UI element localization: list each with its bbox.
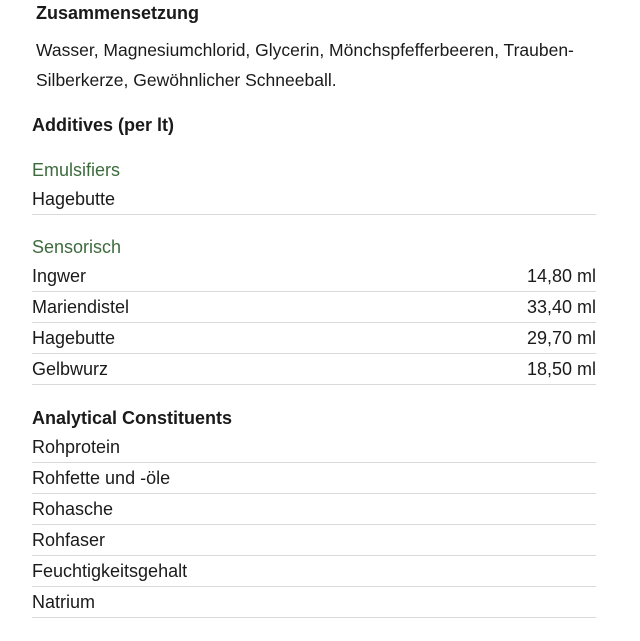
row-value: 33,40 ml [526, 297, 596, 317]
row-name: Rohfaser [32, 530, 106, 550]
analytical-title: Analytical Constituents [32, 408, 233, 428]
row-name: Rohasche [32, 499, 114, 519]
table-row [32, 463, 596, 494]
table-row [32, 432, 596, 463]
row-name: Ingwer [32, 266, 87, 286]
row-value: 29,70 ml [526, 328, 596, 348]
group-sensorisch-title: Sensorisch [32, 237, 122, 257]
row-name: Gelbwurz [32, 359, 109, 379]
table-row [32, 587, 596, 618]
row-value: 14,80 ml [526, 266, 596, 286]
additives-title: Additives (per lt) [32, 115, 175, 135]
row-name: Rohfette und -öle [32, 468, 171, 488]
table-row [32, 323, 596, 354]
row-name: Rohprotein [32, 437, 121, 457]
composition-title: Zusammensetzung [36, 3, 200, 23]
group-emulsifiers-title: Emulsifiers [32, 160, 121, 180]
table-row [32, 494, 596, 525]
row-name: Feuchtigkeitsgehalt [32, 561, 188, 581]
table-row [32, 292, 596, 323]
row-name: Natrium [32, 592, 96, 612]
table-row [32, 261, 596, 292]
row-name: Hagebutte [32, 189, 116, 209]
row-name: Hagebutte [32, 328, 116, 348]
table-row [32, 354, 596, 385]
table-row [32, 184, 596, 215]
composition-text: Wasser, Magnesiumchlorid, Glycerin, Mönchspfefferbeeren, Trauben-Silberkerze, Gewöhnlicher Schneeball. [36, 40, 574, 90]
table-row [32, 556, 596, 587]
row-name: Mariendistel [32, 297, 130, 317]
row-value: 18,50 ml [526, 359, 596, 379]
table-row [32, 525, 596, 556]
